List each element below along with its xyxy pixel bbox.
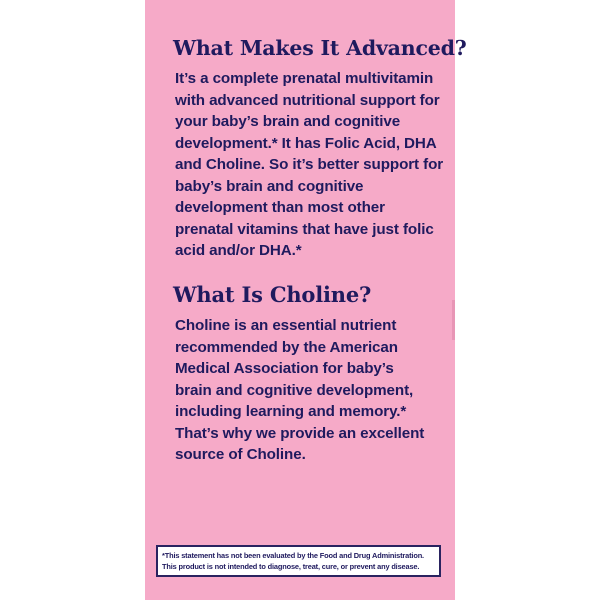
fda-disclaimer-text: *This statement has not been evaluated by the Food and Drug Administration. This product is not intended to diagnose, treat, cure, or prevent any disease. <box>162 551 424 571</box>
heading-what-is-choline: What Is Choline? <box>173 282 372 307</box>
choline-description: Choline is an essential nutrient recommended by the American Medical Association for baby’s brain and cognitive development, including learning and memory.* That’s why we provide an excellent source of Choline. <box>175 317 425 463</box>
package-panel <box>145 0 467 600</box>
heading-what-makes-it-advanced: What Makes It Advanced? <box>173 36 467 60</box>
advanced-description: It’s a complete prenatal multivitamin with advanced nutritional support for your baby’s brain and cognitive development.* It has Folic Acid, DHA and Choline. So it’s better support for baby’s brain and cognitive development than most other prenatal vitamins that have just folic acid and/or DHA.* <box>175 70 444 259</box>
panel-edge-shadow <box>452 300 455 340</box>
fda-disclaimer-box <box>156 545 441 577</box>
